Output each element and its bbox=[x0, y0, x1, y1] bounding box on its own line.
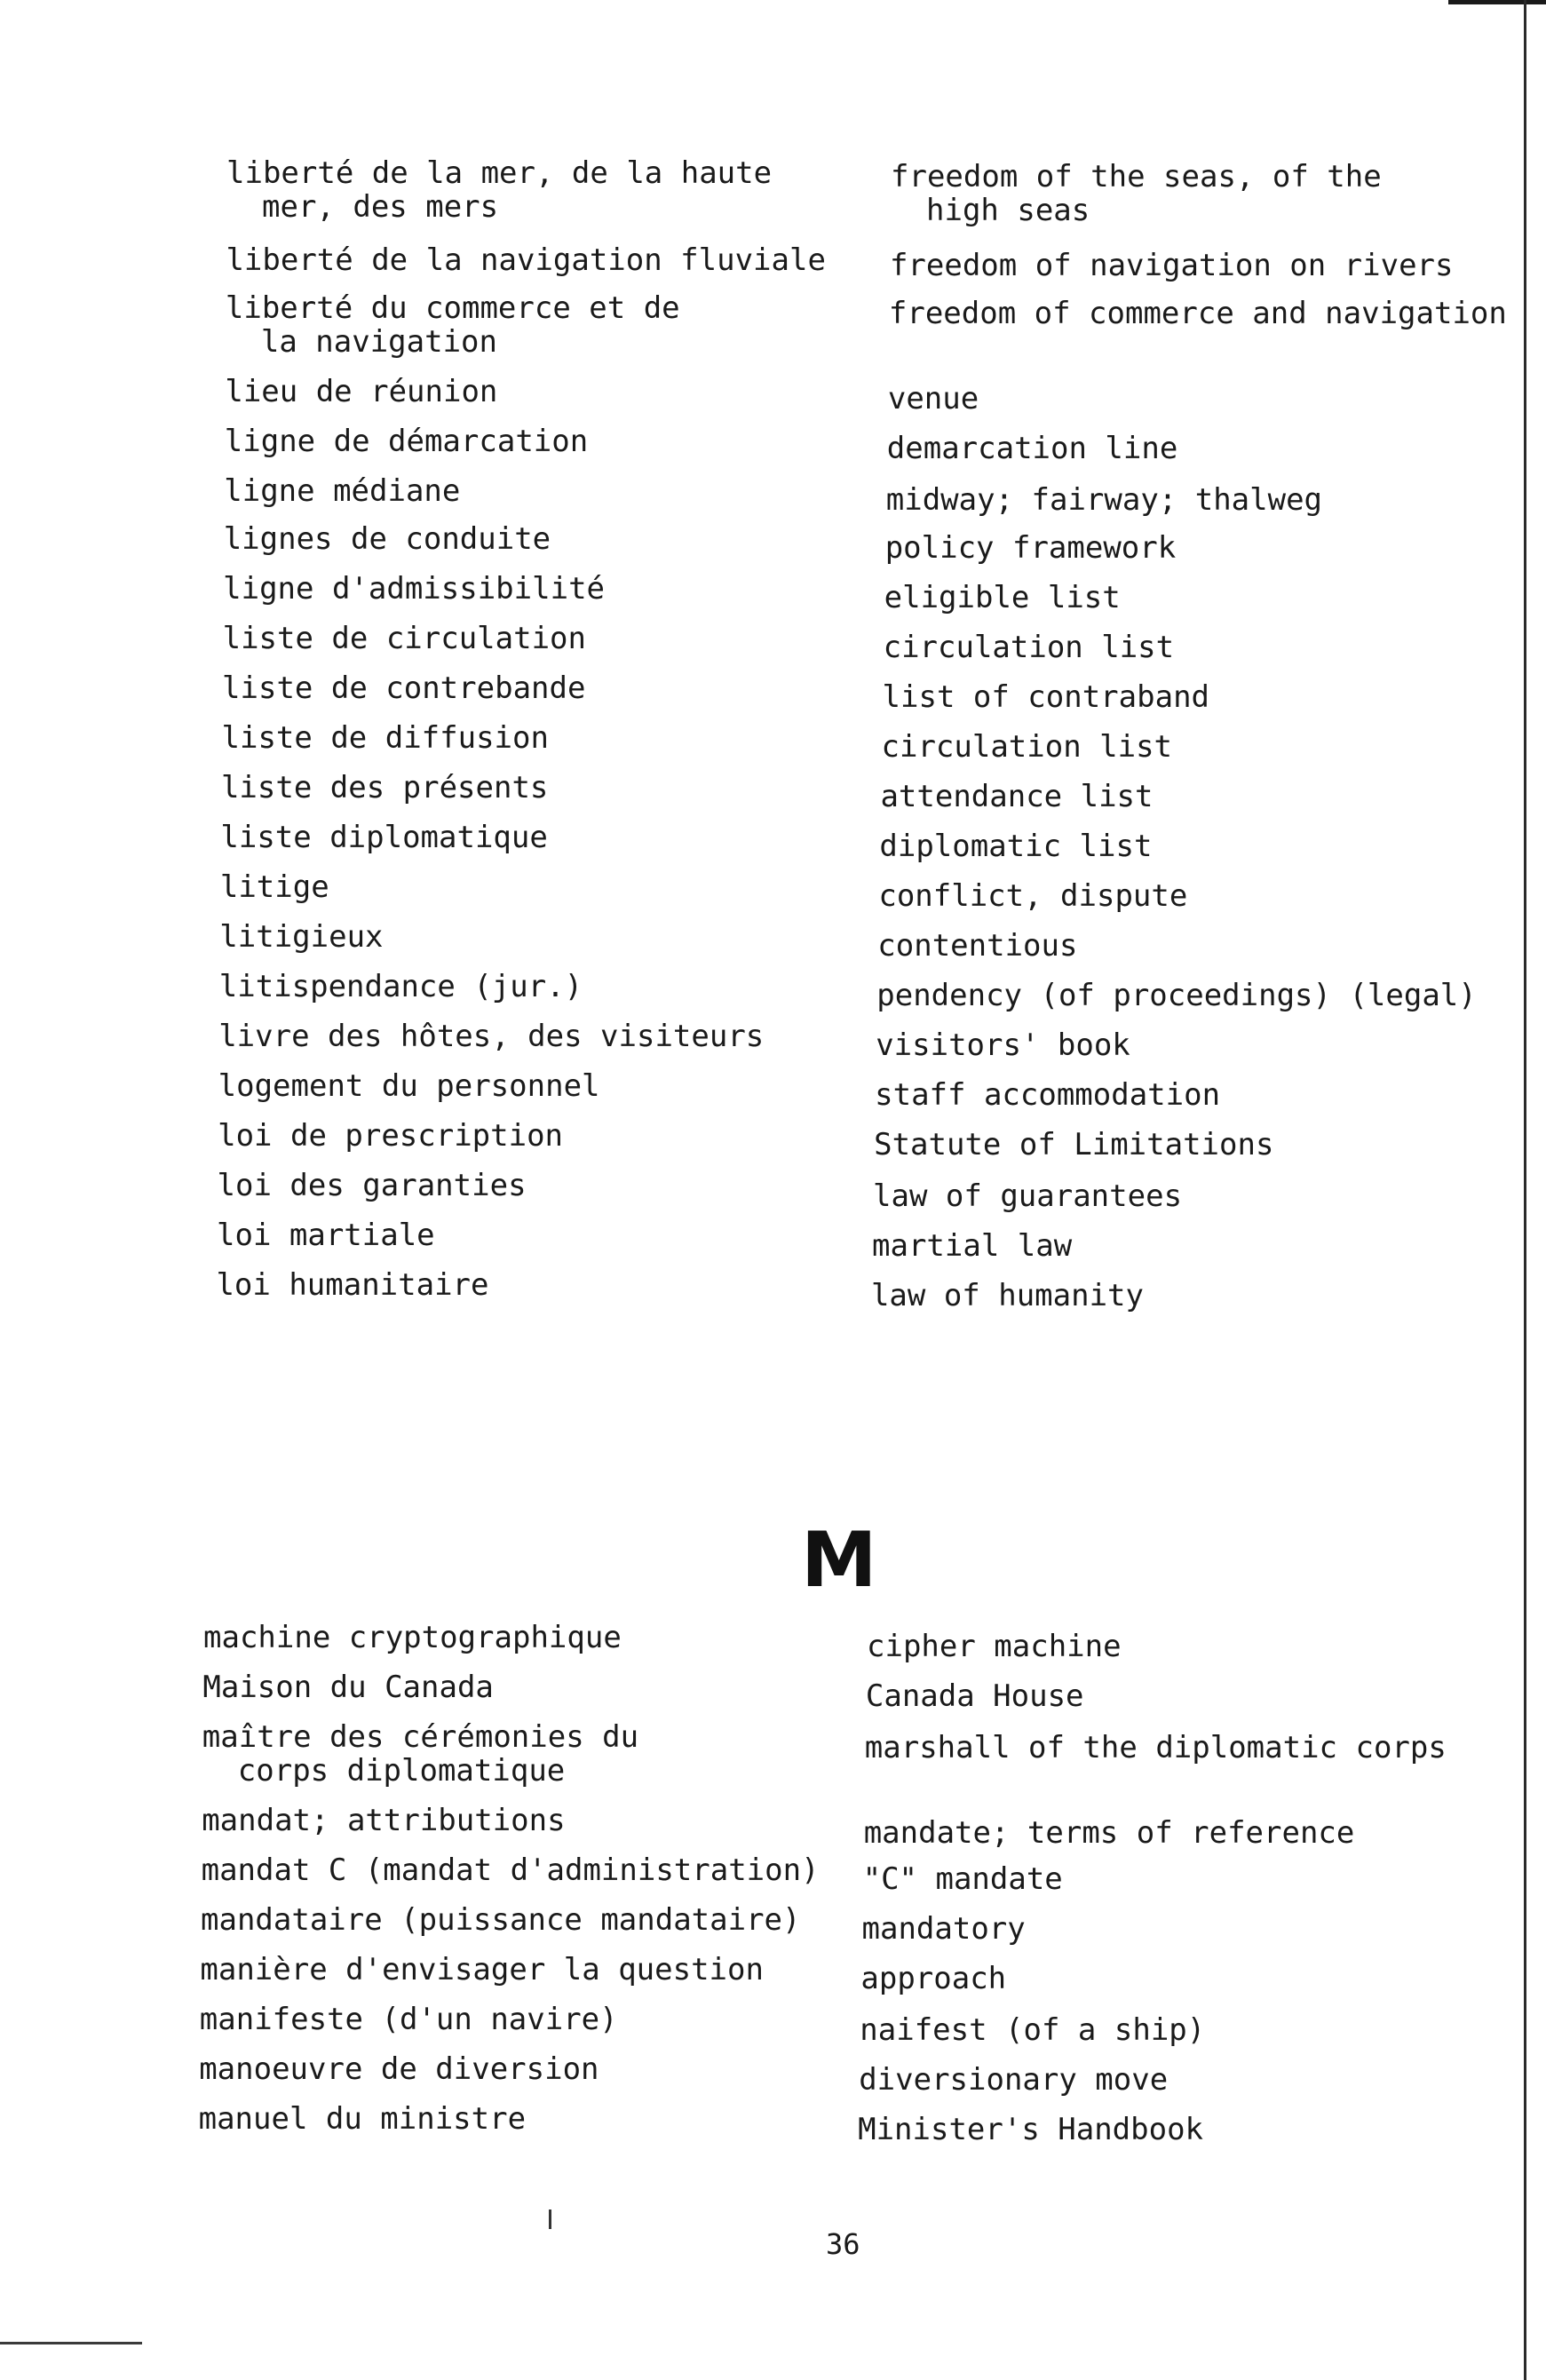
french-term bbox=[226, 291, 680, 359]
english-term bbox=[879, 829, 1152, 863]
english-term bbox=[859, 2063, 1168, 2097]
french-term-line: maître des cérémonies du bbox=[202, 1719, 639, 1755]
french-term-line: machine cryptographique bbox=[203, 1620, 622, 1655]
english-term bbox=[888, 382, 979, 416]
french-term bbox=[217, 1218, 435, 1252]
english-term bbox=[884, 581, 1121, 615]
english-term bbox=[884, 631, 1175, 664]
french-term bbox=[219, 920, 383, 954]
french-term bbox=[218, 1019, 764, 1053]
english-term-line: naifest (of a ship) bbox=[860, 2012, 1206, 2048]
french-term bbox=[220, 821, 547, 854]
french-term bbox=[200, 2003, 618, 2036]
french-term-line: mer, des mers bbox=[262, 189, 499, 225]
english-term-line: law of guarantees bbox=[873, 1178, 1183, 1214]
english-term-line: conflict, dispute bbox=[878, 878, 1188, 914]
english-term-line: cipher machine bbox=[867, 1629, 1122, 1664]
french-term bbox=[225, 375, 497, 409]
french-term-line: liberté de la mer, de la haute bbox=[226, 155, 773, 191]
english-term bbox=[887, 432, 1178, 465]
english-term-line: Minister's Handbook bbox=[858, 2112, 1204, 2147]
english-term-line: demarcation line bbox=[886, 431, 1178, 466]
english-term bbox=[883, 680, 1209, 714]
english-term bbox=[877, 929, 1077, 963]
french-term-line: litigieux bbox=[219, 919, 384, 955]
english-term bbox=[873, 1179, 1182, 1213]
english-term bbox=[872, 1229, 1072, 1263]
french-term-line: lignes de conduite bbox=[223, 521, 551, 557]
english-term bbox=[876, 979, 1477, 1012]
french-term bbox=[202, 1720, 638, 1788]
english-term-line: freedom of commerce and navigation bbox=[888, 296, 1507, 331]
french-term-line: mandat; attributions bbox=[202, 1803, 566, 1838]
french-term-line: manifeste (d'un navire) bbox=[199, 2002, 618, 2037]
english-term-line: midway; fairway; thalweg bbox=[885, 482, 1323, 518]
french-term-line: loi de prescription bbox=[218, 1118, 564, 1154]
french-term-line: manuel du ministre bbox=[198, 2101, 527, 2137]
french-term-line: ligne médiane bbox=[224, 473, 461, 509]
english-term-line: high seas bbox=[926, 193, 1090, 228]
english-term bbox=[865, 1731, 1447, 1765]
french-term-line: Maison du Canada bbox=[202, 1670, 494, 1705]
page-number: 36 bbox=[826, 2227, 860, 2261]
english-term bbox=[878, 879, 1187, 913]
page-edge-line bbox=[1524, 0, 1526, 2380]
french-term bbox=[218, 1119, 563, 1153]
french-term bbox=[218, 1169, 527, 1202]
english-term bbox=[882, 730, 1173, 764]
french-term bbox=[199, 2102, 526, 2136]
english-term bbox=[880, 780, 1153, 813]
english-term-line: circulation list bbox=[883, 630, 1175, 665]
french-term-line: manière d'envisager la question bbox=[200, 1952, 764, 1987]
english-term bbox=[890, 249, 1454, 282]
english-term-line: "C" mandate bbox=[862, 1861, 1063, 1897]
english-term bbox=[867, 1630, 1122, 1663]
french-term bbox=[223, 622, 586, 655]
english-term bbox=[875, 1078, 1220, 1112]
french-term-line: lieu de réunion bbox=[225, 374, 498, 409]
french-term bbox=[216, 1268, 488, 1302]
french-term-line: loi humanitaire bbox=[216, 1267, 489, 1303]
french-term bbox=[202, 1853, 820, 1887]
french-term-line: liste des présents bbox=[220, 770, 549, 805]
french-term bbox=[220, 870, 329, 904]
english-term bbox=[876, 1028, 1130, 1062]
english-term bbox=[863, 1862, 1063, 1896]
english-term-line: mandatory bbox=[861, 1911, 1026, 1947]
english-term bbox=[871, 1279, 1144, 1313]
english-term bbox=[858, 2113, 1203, 2146]
english-term bbox=[866, 1679, 1084, 1713]
english-term-line: approach bbox=[860, 1961, 1007, 1996]
english-term-line: Canada House bbox=[865, 1678, 1084, 1714]
french-term-line: livre des hôtes, des visiteurs bbox=[218, 1019, 765, 1054]
french-term bbox=[201, 1903, 801, 1937]
english-term-line: policy framework bbox=[884, 530, 1177, 566]
english-term-line: diversionary move bbox=[859, 2062, 1169, 2098]
english-term-line: circulation list bbox=[881, 729, 1173, 765]
french-term bbox=[223, 572, 605, 606]
french-term-line: litige bbox=[219, 869, 329, 905]
french-term bbox=[226, 243, 826, 277]
french-term bbox=[225, 424, 588, 458]
french-term-line: mandat C (mandat d'administration) bbox=[201, 1852, 820, 1888]
french-term-line: liberté du commerce et de bbox=[225, 290, 680, 326]
english-term-line: list of contraband bbox=[882, 679, 1210, 715]
french-term-line: corps diplomatique bbox=[237, 1753, 566, 1789]
french-term-line: liberté de la navigation fluviale bbox=[226, 242, 826, 278]
french-term bbox=[224, 474, 460, 508]
french-term bbox=[200, 1953, 764, 1987]
french-term-line: liste de circulation bbox=[222, 621, 586, 656]
french-term bbox=[226, 156, 772, 224]
english-term-line: mandate; terms of reference bbox=[863, 1815, 1355, 1851]
french-term bbox=[199, 2052, 599, 2086]
english-term-line: staff accommodation bbox=[875, 1077, 1221, 1113]
english-term bbox=[860, 2013, 1205, 2047]
english-term bbox=[885, 531, 1177, 565]
french-term bbox=[202, 1804, 565, 1837]
english-term bbox=[874, 1128, 1273, 1162]
english-term-line: venue bbox=[887, 381, 979, 416]
english-term-line: diplomatic list bbox=[879, 829, 1153, 864]
section-letter-heading: M bbox=[801, 1516, 876, 1605]
bottom-edge-rule bbox=[0, 2342, 142, 2344]
french-term bbox=[221, 771, 548, 805]
top-edge-rule bbox=[1448, 0, 1546, 4]
stray-scan-mark bbox=[549, 2209, 551, 2229]
english-term bbox=[862, 1912, 1026, 1946]
french-term bbox=[224, 522, 551, 556]
french-term-line: loi des garanties bbox=[217, 1168, 527, 1203]
english-term-line: martial law bbox=[872, 1228, 1073, 1264]
french-term-line: la navigation bbox=[260, 324, 497, 360]
english-term-line: freedom of navigation on rivers bbox=[889, 248, 1454, 283]
english-term bbox=[891, 160, 1382, 227]
french-term-line: mandataire (puissance mandataire) bbox=[201, 1902, 801, 1938]
french-term bbox=[203, 1621, 622, 1654]
french-term-line: liste diplomatique bbox=[220, 820, 548, 855]
english-term bbox=[886, 483, 1322, 517]
french-term bbox=[218, 1069, 600, 1103]
english-term-line: freedom of the seas, of the bbox=[891, 159, 1382, 194]
english-term-line: eligible list bbox=[884, 580, 1121, 615]
french-term bbox=[222, 671, 585, 705]
french-term-line: liste de contrebande bbox=[222, 670, 586, 706]
english-term bbox=[864, 1816, 1355, 1850]
english-term-line: law of humanity bbox=[870, 1278, 1144, 1313]
french-term bbox=[202, 1670, 494, 1704]
french-term-line: liste de diffusion bbox=[221, 720, 549, 756]
english-term bbox=[889, 297, 1507, 330]
english-term-line: attendance list bbox=[880, 779, 1154, 814]
english-term-line: marshall of the diplomatic corps bbox=[864, 1730, 1447, 1765]
french-term-line: litispendance (jur.) bbox=[218, 969, 583, 1004]
english-term-line: pendency (of proceedings) (legal) bbox=[876, 978, 1477, 1013]
english-term-line: Statute of Limitations bbox=[874, 1127, 1274, 1162]
french-term-line: ligne d'admissibilité bbox=[223, 571, 606, 607]
english-term bbox=[860, 1962, 1006, 1995]
french-term-line: manoeuvre de diversion bbox=[199, 2051, 599, 2087]
french-term bbox=[219, 970, 583, 1004]
french-term-line: ligne de démarcation bbox=[224, 424, 589, 459]
french-term bbox=[222, 721, 549, 755]
french-term-line: loi martiale bbox=[217, 1218, 435, 1253]
french-term-line: logement du personnel bbox=[218, 1068, 600, 1104]
english-term-line: contentious bbox=[877, 928, 1078, 964]
english-term-line: visitors' book bbox=[876, 1027, 1130, 1063]
